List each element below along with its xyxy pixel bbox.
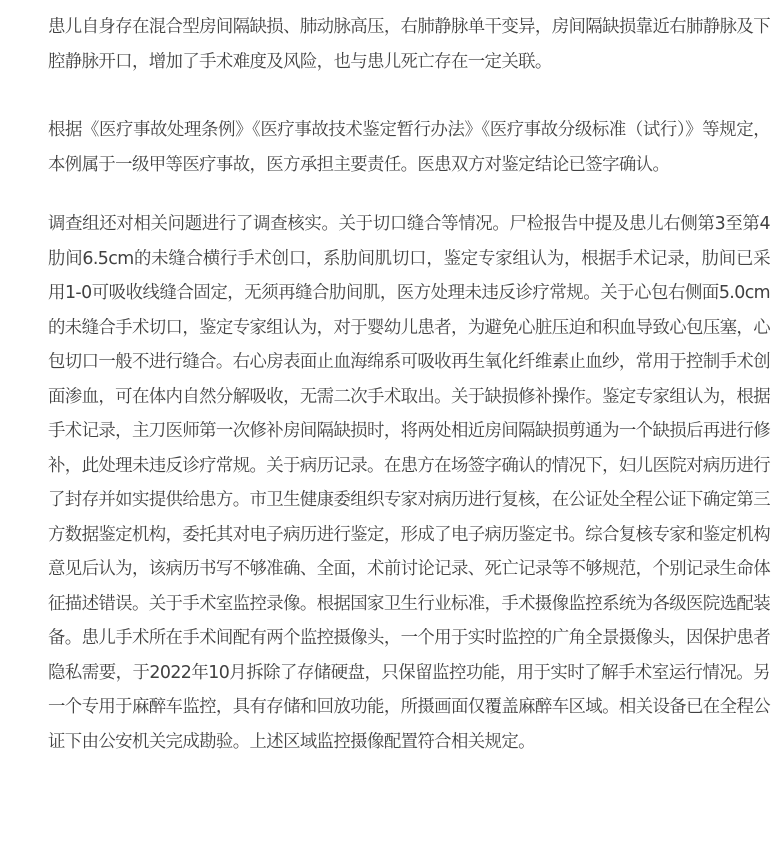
paragraph-patient-condition: 患儿自身存在混合型房间隔缺损、肺动脉高压，右肺静脉单干变异，房间隔缺损靠近右肺静脉及下腔静脉开口，增加了手术难度及风险，也与患儿死亡存在一定关联。 xyxy=(48,17,771,72)
paragraph-investigation-findings: 调查组还对相关问题进行了调查核实。关于切口缝合等情况。尸检报告中提及患儿右侧第3至第4肋间6.5cm的未缝合横行手术创口，系肋间肌切口，鉴定专家组认为，根据手术记录，肋间已采用1-0可吸收线缝合固定，无须再缝合肋间肌，医方处理未违反诊疗常规。关于心包右侧面5.0cm的未缝合手术切口，鉴定专家组认为，对于婴幼儿患者，为避免心脏压迫和积血导致心包压塞，心包切口一般不进行缝合。右心房表面止血海绵系可吸收再生氧化纤维素止血纱，常用于控制手术创面渗血，可在体内自然分解吸收，无需二次手术取出。关于缺损修补操作。鉴定专家组认为，根据手术记录，主刀医师第一次修补房间隔缺损时，将两处相近房间隔缺损剪通为一个缺损后再进行修补，此处理未违反诊疗常规。关于病历记录。在患方在场签字确认的情况下，妇儿医院对病历进行了封存并如实提供给患方。市卫生健康委组织专家对病历进行复核，在公证处全程公证下确定第三方数据鉴定机构，委托其对电子病历进行鉴定，形成了电子病历鉴定书。综合复核专家和鉴定机构意见后认为，该病历书写不够准确、全面，术前讨论记录、死亡记录等不够规范，个别记录生命体征描述错误。关于手术室监控录像。根据国家卫生行业标准，手术摄像监控系统为各级医院选配装备。患儿手术所在手术间配有两个监控摄像头，一个用于实时监控的广角全景摄像头，因保护患者隐私需要，于2022年10月拆除了存储硬盘，只保留监控功能，用于实时了解手术室运行情况。另一个专用于麻醉车监控，具有存储和回放功能，所摄画面仅覆盖麻醉车区域。相关设备已在全程公证下由公安机关完成勘验。上述区域监控摄像配置符合相关规定。 xyxy=(48,214,771,752)
paragraph-accident-classification: 根据《医疗事故处理条例》《医疗事故技术鉴定暂行办法》《医疗事故分级标准（试行）》等规定，本例属于一级甲等医疗事故，医方承担主要责任。医患双方对鉴定结论已签字确认。 xyxy=(48,120,770,175)
